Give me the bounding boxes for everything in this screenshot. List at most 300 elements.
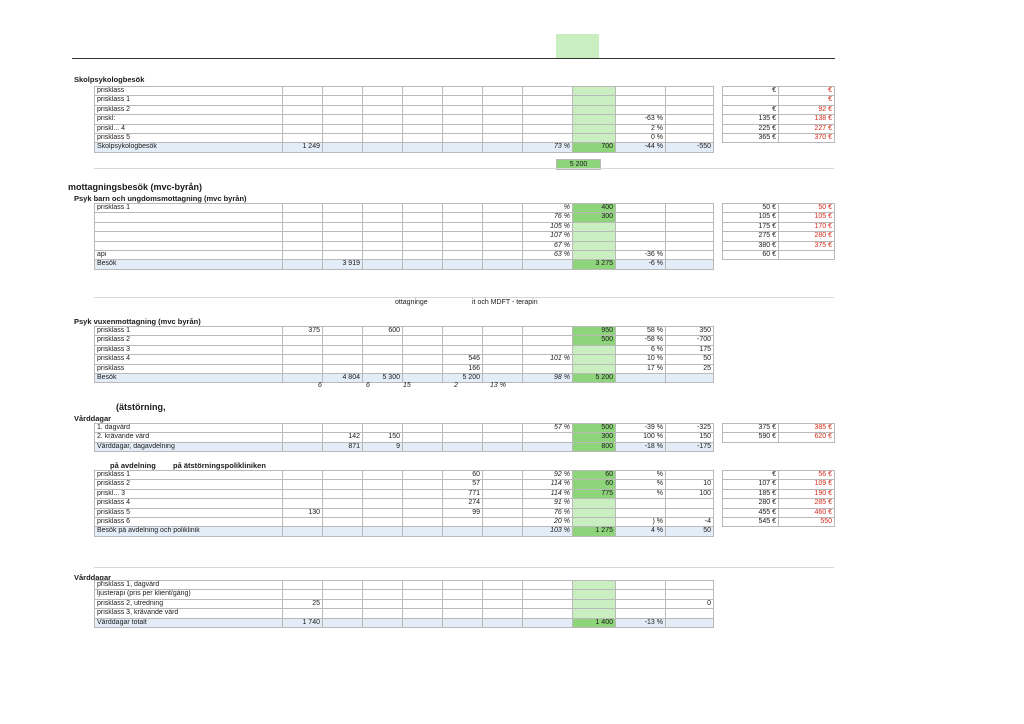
cell-n1 [283,480,323,489]
cell-n1 [283,364,323,373]
price-row [723,87,835,96]
cell-n1 [283,345,323,354]
cell-n4 [403,241,443,250]
cell-n5: 57 [443,480,483,489]
cell-e: 10 [666,480,714,489]
cell-g: 3 275 [573,260,616,269]
cell-d [616,241,666,250]
cell-n4 [403,480,443,489]
table-row [95,527,714,536]
price-new: 190 € [779,489,835,498]
cell-pct: 57 % [523,424,573,433]
cell-n2 [323,134,363,143]
cell-n6 [483,433,523,442]
cell-g [573,241,616,250]
cell-g [573,355,616,364]
cell-n2 [323,213,363,222]
cell-e: -550 [666,143,714,152]
cell-n6 [483,134,523,143]
price-current: 60 € [723,251,779,260]
cell-n2 [323,355,363,364]
price-row [723,480,835,489]
cell-n3 [363,251,403,260]
mott-title: mottagningsbesök (mvc-byrån) [68,182,203,192]
cell-g [573,590,616,599]
cell-n3 [363,241,403,250]
cell-label: Besök [95,374,283,383]
cell-pct [523,442,573,451]
table-row [95,327,714,336]
price-current: € [723,87,779,96]
table-row [95,232,714,241]
cell-e: 150 [666,433,714,442]
cell-n3: 9 [363,442,403,451]
price-current: 455 € [723,508,779,517]
cell-n5 [443,96,483,105]
cell-pct [523,260,573,269]
cell-n1 [283,442,323,451]
cell-pct: % [523,204,573,213]
cell-n5 [443,124,483,133]
cell-d [616,590,666,599]
cell-e: 0 [666,599,714,608]
cell-pct [523,590,573,599]
cell-g: 1 400 [573,618,616,627]
price-row [723,204,835,213]
price-new: 170 € [779,222,835,231]
cell-g [573,115,616,124]
cell-n4 [403,124,443,133]
cell-pct: 67 % [523,241,573,250]
cell-n2 [323,599,363,608]
cell-n2: 142 [323,433,363,442]
cell-e [666,87,714,96]
cell-n6 [483,251,523,260]
cell-pct [523,336,573,345]
price-row [723,134,835,143]
cell-n3 [363,232,403,241]
price-new: € [779,96,835,105]
cell-n2 [323,241,363,250]
cell-e [666,115,714,124]
avd-title-b: på ätstörningspolikliniken [173,461,266,470]
cell-n3 [363,134,403,143]
cell-d: -6 % [616,260,666,269]
cell-pct [523,96,573,105]
cell-n4 [403,508,443,517]
cell-g [573,96,616,105]
cell-n3 [363,345,403,354]
cell-n3 [363,508,403,517]
cell-n1 [283,518,323,527]
cell-e: 350 [666,327,714,336]
price-row [723,433,835,442]
cell-n4 [403,134,443,143]
cell-d [616,213,666,222]
cell-n3 [363,609,403,618]
table-row [95,336,714,345]
vard-subtitle: Vårddagar [74,414,112,423]
table-row [95,471,714,480]
cell-n1 [283,251,323,260]
cell-label: Besök på avdelning och poliklinik [95,527,283,536]
cell-e [666,374,714,383]
price-row [723,115,835,124]
cell-e: 50 [666,355,714,364]
cell-n6 [483,232,523,241]
cell-n3: 600 [363,327,403,336]
cell-n6 [483,518,523,527]
price-new: 227 € [779,124,835,133]
price-row [723,518,835,527]
cell-e [666,471,714,480]
cell-n1 [283,96,323,105]
cell-n5 [443,213,483,222]
cell-n3 [363,213,403,222]
price-new [779,251,835,260]
cell-n2 [323,508,363,517]
table-row [95,480,714,489]
cell-n6 [483,442,523,451]
cell-d: 100 % [616,433,666,442]
cell-n1 [283,87,323,96]
cell-n4 [403,618,443,627]
cell-g [573,364,616,373]
cell-e [666,581,714,590]
cell-n1 [283,355,323,364]
cell-n6 [483,508,523,517]
cell-e [666,204,714,213]
table-row [95,105,714,114]
cell-n5: 60 [443,471,483,480]
table-row [95,87,714,96]
cell-n3 [363,336,403,345]
cell-label: prisklass 1 [95,471,283,480]
cell-n3 [363,590,403,599]
cell-d: 4 % [616,527,666,536]
cell-e: 50 [666,527,714,536]
cell-d: -39 % [616,424,666,433]
cell-label: Vårddagar totalt [95,618,283,627]
cell-pct: 103 % [523,527,573,536]
cell-pct: 105 % [523,222,573,231]
cell-n1 [283,232,323,241]
cell-pct [523,581,573,590]
cell-n3 [363,599,403,608]
cell-n6 [483,471,523,480]
cell-pct: 98 % [523,374,573,383]
cell-n6 [483,124,523,133]
cell-pct [523,105,573,114]
vux-under-d: 2 [454,382,458,389]
cell-n1: 375 [283,327,323,336]
cell-g [573,134,616,143]
cell-n1 [283,374,323,383]
cell-g: 5 200 [573,374,616,383]
cell-n5 [443,143,483,152]
cell-n3 [363,518,403,527]
price-row [723,105,835,114]
table-row [95,599,714,608]
table-row [95,433,714,442]
skol-title: Skolpsykologbesök [74,75,145,84]
price-row [723,499,835,508]
cell-n3: 5 300 [363,374,403,383]
cell-label: prisklass 3, krävande vård [95,609,283,618]
cell-n5: 166 [443,364,483,373]
skol-extra-green: 5 200 [556,159,601,170]
cell-n2 [323,96,363,105]
cell-n4 [403,105,443,114]
table-row [95,508,714,517]
cell-d: -44 % [616,143,666,152]
table-row [95,124,714,133]
cell-n6 [483,345,523,354]
price-new: 460 € [779,508,835,517]
cell-label [95,213,283,222]
table-row [95,424,714,433]
cell-n4 [403,599,443,608]
price-row [723,251,835,260]
table-row [95,134,714,143]
cell-n5 [443,260,483,269]
cell-n5 [443,581,483,590]
cell-e [666,609,714,618]
cell-label: prisklass 1, dagvård [95,581,283,590]
cell-label: prisklass 4 [95,499,283,508]
cell-n2 [323,232,363,241]
cell-d: ) % [616,518,666,527]
price-new: 138 € [779,115,835,124]
cell-label: api [95,251,283,260]
cell-n4 [403,527,443,536]
cell-n3 [363,527,403,536]
vd2-title: Vårddagar [74,573,112,582]
cell-d: 58 % [616,327,666,336]
cell-n2 [323,581,363,590]
cell-label: prisklass 4 [95,355,283,364]
cell-n6 [483,599,523,608]
cell-g [573,87,616,96]
cell-n2 [323,499,363,508]
table-row [95,442,714,451]
cell-d: % [616,489,666,498]
cell-n1 [283,336,323,345]
cell-n6 [483,204,523,213]
cell-n1 [283,241,323,250]
cell-n3 [363,489,403,498]
cell-n5: 99 [443,508,483,517]
cell-n4 [403,499,443,508]
price-new: 285 € [779,499,835,508]
cell-n5 [443,609,483,618]
cell-n4 [403,222,443,231]
cell-e: -700 [666,336,714,345]
cell-n4 [403,143,443,152]
cell-label: prisklass 1 [95,204,283,213]
cell-d: % [616,471,666,480]
cell-e: -4 [666,518,714,527]
cell-n6 [483,336,523,345]
cell-g: 60 [573,471,616,480]
price-row [723,222,835,231]
price-new: 105 € [779,213,835,222]
top-rule [72,58,835,59]
cell-n1 [283,204,323,213]
cell-n5: 546 [443,355,483,364]
cell-label: prisklass 2 [95,105,283,114]
price-current [723,96,779,105]
cell-n4 [403,204,443,213]
cell-g: 500 [573,336,616,345]
price-current: 280 € [723,499,779,508]
cell-n6 [483,581,523,590]
cell-label: priskl... 4 [95,124,283,133]
vux-under-e: 13 % [490,382,506,389]
table-row [95,115,714,124]
cell-n3 [363,115,403,124]
vux-title: Psyk vuxenmottagning (mvc byrån) [74,317,201,326]
price-row [723,96,835,105]
cell-n6 [483,222,523,231]
cell-e [666,499,714,508]
cell-n5 [443,251,483,260]
cell-n6 [483,87,523,96]
price-new: 375 € [779,241,835,250]
cell-n2 [323,143,363,152]
skol-faint-rule [94,168,834,169]
avd-table [94,470,714,537]
cell-n1 [283,471,323,480]
cell-n6 [483,327,523,336]
cell-pct [523,364,573,373]
table-row [95,260,714,269]
cell-n4 [403,518,443,527]
cell-e [666,105,714,114]
header2-left: ottagninge [395,299,428,306]
cell-d [616,232,666,241]
cell-label: prisklass 5 [95,508,283,517]
cell-n5 [443,327,483,336]
cell-g [573,581,616,590]
cell-n3 [363,105,403,114]
cell-n3 [363,364,403,373]
price-new: 370 € [779,134,835,143]
cell-n2 [323,336,363,345]
cell-n4 [403,345,443,354]
cell-n2 [323,471,363,480]
mott-table [94,203,714,270]
cell-n5 [443,345,483,354]
cell-n4 [403,442,443,451]
cell-n2: 3 919 [323,260,363,269]
cell-label: prisklass 1 [95,96,283,105]
cell-n6 [483,618,523,627]
avd-title-a: på avdelning [110,461,156,470]
cell-n3 [363,618,403,627]
mid-rule [94,297,834,298]
cell-n1: 25 [283,599,323,608]
cell-d: 17 % [616,364,666,373]
cell-n6 [483,213,523,222]
cell-n2: 871 [323,442,363,451]
cell-n3 [363,87,403,96]
cell-n3 [363,471,403,480]
cell-n1 [283,581,323,590]
cell-pct: 20 % [523,518,573,527]
cell-n2 [323,527,363,536]
price-current: 50 € [723,204,779,213]
cell-n3 [363,96,403,105]
cell-label: priskl... 3 [95,489,283,498]
cell-label: prisklass 3 [95,345,283,354]
cell-label: Besök [95,260,283,269]
cell-label: prisklass [95,87,283,96]
cell-n2 [323,364,363,373]
cell-g [573,609,616,618]
cell-n2 [323,590,363,599]
cell-n3 [363,124,403,133]
cell-n1 [283,124,323,133]
cell-d: -63 % [616,115,666,124]
cell-pct: 73 % [523,143,573,152]
cell-n5 [443,232,483,241]
cell-e [666,260,714,269]
cell-n4 [403,327,443,336]
cell-n5 [443,241,483,250]
cell-n6 [483,364,523,373]
cell-d: 2 % [616,124,666,133]
table-row [95,518,714,527]
cell-g: 1 275 [573,527,616,536]
price-new: 620 € [779,433,835,442]
cell-e: -175 [666,442,714,451]
price-current: 225 € [723,124,779,133]
cell-e [666,508,714,517]
cell-n4 [403,336,443,345]
cell-n6 [483,499,523,508]
table-row [95,251,714,260]
cell-n1 [283,527,323,536]
cell-g: 400 [573,204,616,213]
header2-right: it och MDFT - terapin [472,299,538,306]
cell-n1 [283,115,323,124]
cell-e [666,213,714,222]
cell-n4 [403,471,443,480]
cell-n1: 1 740 [283,618,323,627]
table-row [95,241,714,250]
table-row [95,96,714,105]
cell-d: 6 % [616,345,666,354]
skol-table [94,86,714,153]
cell-n6 [483,241,523,250]
table-row [95,609,714,618]
cell-e: 25 [666,364,714,373]
table-row [95,355,714,364]
cell-e [666,96,714,105]
table-row [95,618,714,627]
cell-g: 700 [573,143,616,152]
cell-n5 [443,433,483,442]
cell-g [573,105,616,114]
cell-pct [523,345,573,354]
cell-n1 [283,260,323,269]
vux-under-b: 6 [366,382,370,389]
cell-d [616,222,666,231]
price-current: 545 € [723,518,779,527]
price-row [723,508,835,517]
mott-subtitle: Psyk barn och ungdomsmottagning (mvc byrån) [74,194,247,203]
